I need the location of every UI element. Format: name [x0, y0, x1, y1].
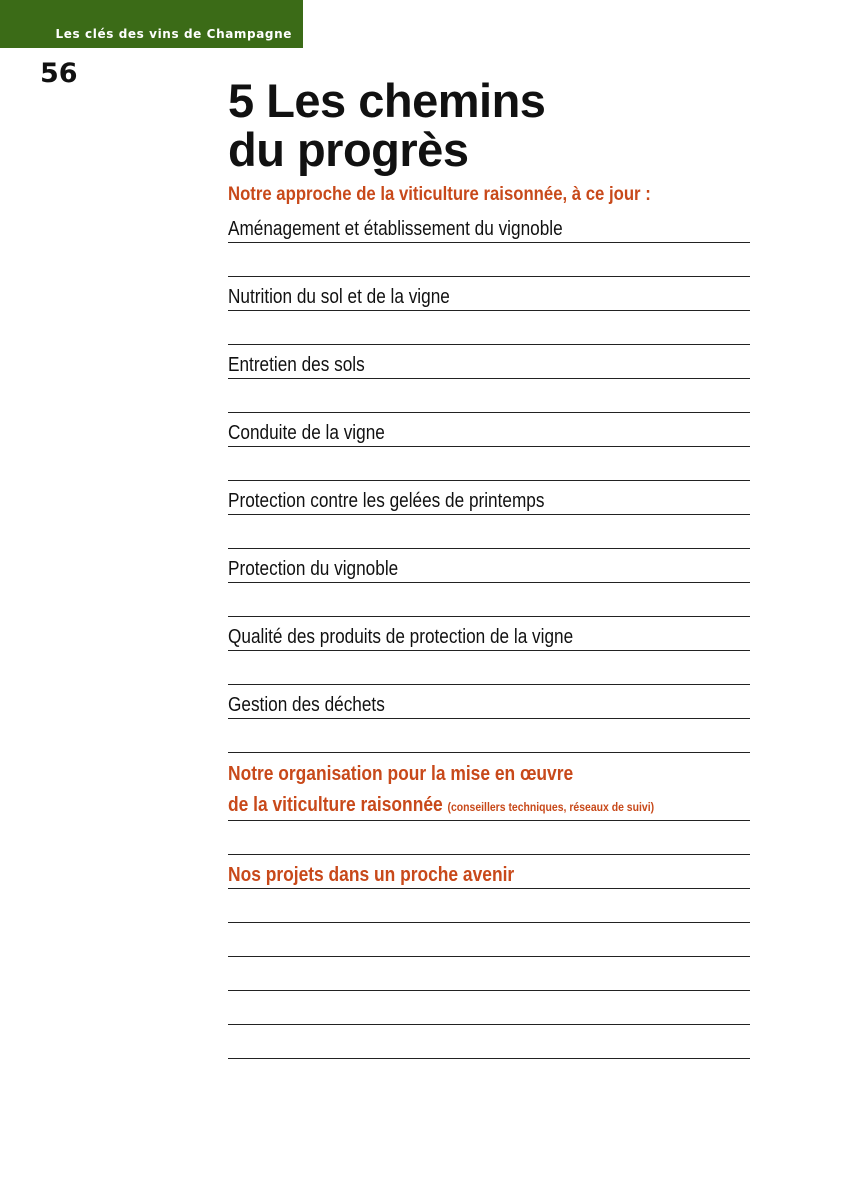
write-line[interactable] — [228, 549, 750, 583]
write-line[interactable] — [228, 821, 750, 855]
write-line[interactable] — [228, 345, 750, 379]
write-line[interactable] — [228, 209, 750, 243]
section-label: Conduite de la vigne — [228, 422, 385, 444]
write-line[interactable] — [228, 379, 750, 413]
write-line[interactable] — [228, 583, 750, 617]
section-label: Nutrition du sol et de la vigne — [228, 286, 450, 308]
section-label: Gestion des déchets — [228, 694, 385, 716]
chapter-title — [228, 76, 750, 174]
section-label: Protection contre les gelées de printemps — [228, 490, 545, 512]
write-line[interactable] — [228, 855, 750, 889]
write-line[interactable] — [228, 991, 750, 1025]
header-band — [0, 0, 303, 48]
write-line[interactable] — [228, 957, 750, 991]
write-line[interactable] — [228, 311, 750, 345]
running-title: Les clés des vins de Champagne — [55, 27, 292, 41]
chapter-title-line1: 5 Les chemins — [228, 74, 546, 127]
organisation-heading — [228, 753, 750, 787]
worksheet — [228, 76, 750, 1059]
organisation-note: (conseillers techniques, réseaux de suivi) — [447, 800, 655, 814]
write-line[interactable] — [228, 1025, 750, 1059]
organisation-heading-line1: Notre organisation pour la mise en œuvre — [228, 763, 574, 785]
section-label: Entretien des sols — [228, 354, 365, 376]
write-line[interactable] — [228, 617, 750, 651]
write-line[interactable] — [228, 243, 750, 277]
organisation-heading-text: de la viticulture raisonnée — [228, 794, 443, 816]
section-subtitle: Notre approche de la viticulture raisonnée, à ce jour : — [228, 184, 651, 205]
write-line[interactable] — [228, 651, 750, 685]
write-line[interactable] — [228, 447, 750, 481]
section-label: Aménagement et établissement du vignoble — [228, 218, 563, 240]
write-line[interactable] — [228, 277, 750, 311]
section-label: Qualité des produits de protection de la vigne — [228, 626, 574, 648]
organisation-heading-line2 — [228, 793, 654, 819]
write-line[interactable] — [228, 923, 750, 957]
projects-heading: Nos projets dans un proche avenir — [228, 864, 515, 886]
write-line[interactable] — [228, 481, 750, 515]
write-line[interactable] — [228, 515, 750, 549]
write-line[interactable] — [228, 685, 750, 719]
page-number: 56 — [40, 58, 78, 89]
write-line[interactable] — [228, 413, 750, 447]
section-label: Protection du vignoble — [228, 558, 399, 580]
write-line[interactable] — [228, 889, 750, 923]
write-line[interactable] — [228, 719, 750, 753]
write-line[interactable] — [228, 787, 750, 821]
chapter-title-line2: du progrès — [228, 123, 469, 176]
